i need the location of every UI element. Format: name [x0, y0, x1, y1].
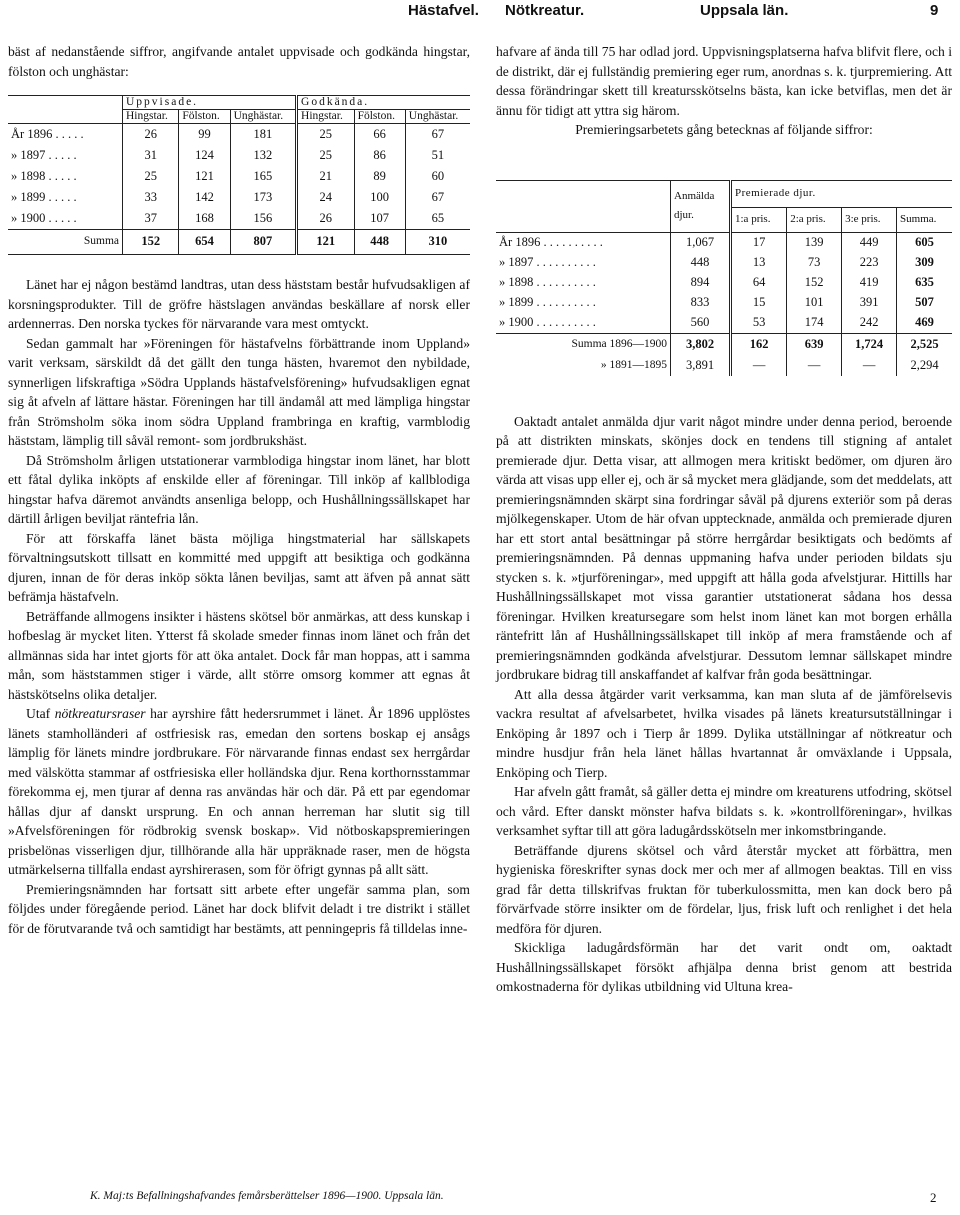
left-paragraph: För att förskaffa länet bästa möjliga hingstmaterial har sällskapets förvaltningsutskott tillsatt en kommitté med uppgift att besiktiga och godkänna djuren, innan de för deras inköp sökta lånen beviljas, samt att äfven på annat sätt befrämja hästafveln.: [8, 530, 470, 604]
table-cell: 89: [354, 166, 405, 187]
table-cell: 67: [405, 124, 470, 146]
table-cell: 21: [297, 166, 355, 187]
row-label: » 1899 . . . . .: [11, 189, 77, 204]
left-paragraph: Länet har ej någon bestämd landtras, utan dess häststam består hufvudsakligen af korsningsprodukter. Till de gröfre hästslagen användas beskällare af norsk eller ardennerras. Den norska tyckes för närvarande vara mest omtyckt.: [8, 277, 470, 331]
table-cell: 469: [897, 313, 952, 334]
table-cell: 73: [787, 253, 842, 273]
right-paragraphs: [496, 412, 952, 997]
table-cell: 1,067: [671, 232, 731, 253]
left-paragraphs: [8, 275, 470, 704]
table-cell: 26: [297, 208, 355, 230]
sum-cell: 162: [731, 333, 787, 356]
table-cell: 223: [842, 253, 897, 273]
table-cell: 64: [731, 273, 787, 293]
table-cell: 51: [405, 145, 470, 166]
table-cell: 507: [897, 293, 952, 313]
table-cell: 124: [179, 145, 230, 166]
table2-col-header: 3:e pris.: [842, 207, 897, 232]
table-cell: 605: [897, 232, 952, 253]
table-cell: 60: [405, 166, 470, 187]
table-cell: 309: [897, 253, 952, 273]
table1-col-header: Unghästar.: [230, 110, 296, 124]
table-cell: 33: [123, 187, 179, 208]
table-cell: 25: [297, 145, 355, 166]
sum-cell: —: [731, 356, 787, 376]
table-cell: 65: [405, 208, 470, 230]
table-cell: 100: [354, 187, 405, 208]
table-row: [496, 273, 952, 293]
table-row: [8, 187, 470, 208]
footer-source: K. Maj:ts Befallningshafvandes femårsberättelser 1896—1900. Uppsala län.: [90, 1190, 444, 1202]
sum-label: » 1891—1895: [600, 358, 667, 371]
sum-label: Summa: [8, 230, 123, 255]
left-paragraph: Sedan gammalt har »Föreningen för hästafvelns förbättrande inom Uppland» varit verksam, särskildt då det gällt den tunga hästen, hvaremot den nybildade, synnerligen lifskraftiga »Södra Upplands hästafvelsförening» hufvudsakligen egnat sig åt afveln af lättare hästar. Föreningen har till ändamål att med lämpliga hingstar från Strömsholm söka inom södra Uppland frambringa en kraftig, varmblodig häststam, lämplig till såväl remont- som jordbrukshäst.: [8, 335, 470, 448]
table1-col-header: Hingstar.: [123, 110, 179, 124]
table-cell: 165: [230, 166, 296, 187]
table-row: [8, 208, 470, 230]
row-label: År 1896 . . . . . . . . . .: [496, 232, 671, 253]
table-cell: 142: [179, 187, 230, 208]
table-cell: 25: [123, 166, 179, 187]
table2-corner: [496, 180, 671, 232]
right-paragraph: Har afveln gått framåt, så gäller detta ej mindre om kreaturens utfodring, skötsel och vård. Efter danskt mönster hafva bildats s. k. »kontrollföreningar», hvilkas verksamhet syftar till att göra ladugårdsskötseln mer inkomstbringande.: [496, 784, 952, 838]
table-cell: 107: [354, 208, 405, 230]
table-cell: 31: [123, 145, 179, 166]
sum-cell: 1,724: [842, 333, 897, 356]
table1-group-uppvisade: Uppvisade.: [123, 96, 297, 110]
table-cell: 17: [731, 232, 787, 253]
left-paragraph: Beträffande allmogens insikter i hästens skötsel bör anmärkas, att dess kunskap i hofbeslag är mycket liten. Ytterst få skolade smeder finnas inom länet och från det allmännas sida har intet gjorts för att öka antalet. Dock får man hoppas, att i samma mån, som häststammen stiger i värde, allt större omsorg kommer att egnas åt hästskötselns olika detaljer.: [8, 608, 470, 702]
table-sum-row: [496, 333, 952, 356]
running-title-a: Hästafvel.: [408, 2, 479, 19]
sum-cell: 152: [123, 230, 179, 255]
table-row: [496, 232, 952, 253]
table-cell: 181: [230, 124, 296, 146]
sum-cell: 654: [179, 230, 230, 255]
sum-cell: 2,525: [897, 333, 952, 356]
table-cell: 156: [230, 208, 296, 230]
table-cell: 15: [731, 293, 787, 313]
left-column: [8, 42, 470, 938]
table1-group-godkanda: Godkända.: [297, 96, 470, 110]
table-cell: 86: [354, 145, 405, 166]
table-cell: 66: [354, 124, 405, 146]
table-sum-row: [496, 356, 952, 376]
table2-col-header: 1:a pris.: [731, 207, 787, 232]
table-cell: 139: [787, 232, 842, 253]
sum-cell: —: [787, 356, 842, 376]
row-label: » 1898 . . . . .: [11, 168, 77, 183]
sum-cell: —: [842, 356, 897, 376]
table-cell: 101: [787, 293, 842, 313]
row-label: » 1898 . . . . . . . . . .: [499, 274, 596, 289]
row-label: » 1897 . . . . . . . . . .: [499, 254, 596, 269]
table-cell: 37: [123, 208, 179, 230]
row-label: » 1899 . . . . . . . . . .: [499, 294, 596, 309]
footer-signature: 2: [930, 1190, 937, 1205]
table-cell: 26: [123, 124, 179, 146]
right-paragraph: Skickliga ladugårdsförmän har det varit ondt om, oaktadt Hushållningssällskapet försökt afhjälpa denna brist genom att bestrida omkostnaderna för dylikas utbildning vid Ultuna krea-: [496, 940, 952, 994]
row-label: » 1900 . . . . . . . . . .: [499, 314, 596, 329]
table-cell: 67: [405, 187, 470, 208]
left-paragraph-premiering: Premieringsnämnden har fortsatt sitt arbete efter ungefär samma plan, som följdes under föregående period. Länet har dock blifvit deladt i tre distrikt i stället för de förutvarande två och samtidigt har bestämts, att penningepris få tilldelas inne-: [8, 881, 470, 936]
sum-cell: 3,891: [671, 356, 731, 376]
right-paragraph: Att alla dessa åtgärder varit verksamma, kan man sluta af de jämförelsevis vackra resultat af afvelsarbetet, hvilka visades på länets kreatursutställningar i Enköping år 1897 och i Tierp år 1899. Dylika utställningar af nötkreatur och mindre husdjur från hela länet hållas hvartannat år omväxlande i Uppsala, Enköping och Tierp.: [496, 686, 952, 780]
table1-col-header: Hingstar.: [297, 110, 355, 124]
table-sum-row: [8, 230, 470, 255]
table-row: [8, 145, 470, 166]
sum-cell: 807: [230, 230, 296, 255]
right-paragraph: Beträffande djurens skötsel och vård återstår mycket att förbättra, men hygieniska föreskrifter synas dock mer och mer af allmogen beaktas. Till en viss grad får detta tillskrifvas fruktan för tuberkulossmitta, men kan dock bero på förvärfvade större insikter om de fördelar, ljus, frisk luft och renlighet i det hela medföra för djuren.: [496, 842, 952, 936]
table-cell: 168: [179, 208, 230, 230]
table-cell: 53: [731, 313, 787, 334]
sum-cell: 2,294: [897, 356, 952, 376]
table-cell: 25: [297, 124, 355, 146]
sum-label: Summa 1896—1900: [496, 333, 671, 356]
right-paragraph-1: hafvare af ända till 75 har odlad jord. Uppvisningsplatserna hafva blifvit flere, och i de distrikt, där ej fullständig premiering eger rum, anordnas s. k. tjurpremiering. Att dessa förändringar skett till kreatursskötselns bästa, kan icke betviflas, men det är ännu för tidigt att yttra sig härom.: [496, 44, 952, 118]
row-label: » 1900 . . . . .: [11, 210, 77, 225]
table-cell: 419: [842, 273, 897, 293]
table2-group-premierade: Premierade djur.: [731, 180, 953, 207]
table-row: [8, 166, 470, 187]
table-cell: 391: [842, 293, 897, 313]
table1-col-header: Unghästar.: [405, 110, 470, 124]
italic-term: nötkreatursraser: [54, 706, 146, 721]
table-cell: 560: [671, 313, 731, 334]
sum-cell: 310: [405, 230, 470, 255]
page-number: 9: [930, 2, 939, 19]
left-paragraph-ayrshire: Utaf nötkreatursraser har ayrshire fått hedersrummet i länet. År 1896 upplöstes länets stamholländeri af ostfriesisk ras, emedan den sortens boskap ej ansågs lämplig för länets mindre jordbrukare. För närvarande finnas endast sex herrgårdar med välskötta stammar af ostfriesiska eller holländska djur. Rena korthornsstammar förekomma ej, men tjurar af denna ras användas här och där. På ett par egendomar hållas djur af danskt ursprung. En och annan herreman har slutit sig till »Afvelsföreningen för rödbrokig svensk boskap». Vid nötboskapspremieringen prisbelönas visserligen djur, tillhörande alla här uppräknade raser, men de högsta utmärkelserna tillfalla endast ayrshirerasen, som för öfrigt gynnas på allt sätt.: [8, 706, 470, 877]
row-label: År 1896 . . . . .: [11, 126, 84, 141]
table2-col-anmalda: Anmälda djur.: [671, 180, 731, 232]
table-row: [8, 124, 470, 146]
running-header: [0, 2, 960, 24]
sum-cell: 3,802: [671, 333, 731, 356]
table-cell: 24: [297, 187, 355, 208]
sum-cell: 121: [297, 230, 355, 255]
sum-cell: 448: [354, 230, 405, 255]
sum-cell: 639: [787, 333, 842, 356]
table-cell: 99: [179, 124, 230, 146]
left-intro: bäst af nedanstående siffror, angifvande antalet uppvisade och godkända hingstar, fölston och unghästar:: [8, 44, 470, 79]
right-paragraph: Oaktadt antalet anmälda djur varit något mindre under denna period, beroende på att distrikten minskats, skönjes dock en tendens till stigning af antalet premierade djur. Detta visar, att allmogen mera kritiskt bedömer, om djuren äro värda att visas upp eller ej, och är så mycket mera glädjande, som det meddelats, att premieringsnämnden skärpt sina fordringar såväl på djurens exteriör som på deras mjölkegenskaper. Utom de här ofvan upptecknade, anmälda och premierade djuren har ett stort antal besättningar på större herrgårdar besiktigats och bedömts af premieringsnämnden. På dennas uppmaning hafva under perioden bildats sju stycken s. k. »tjurföreningar», med uppgift att hålla goda afvelstjurar. Hittills har Hushållningssällskapet mot vissa garantier utstationerat sådana hos dessa föreningar. Hvilken kreatursegare som helst inom länet kan mot borgen erhålla räntefritt lån af Hushållningssällskapet till inköp af mera framstående och af premieringsnämnden godkända afvelstjurar. Dessutom lemnar sällskapet mindre jordbrukare bidrag till anskaffandet af kalfvar från goda besättningar.: [496, 413, 952, 682]
table1-col-header: Fölston.: [179, 110, 230, 124]
premiering-table: [496, 180, 952, 376]
row-label: » 1897 . . . . .: [11, 147, 77, 162]
table2-col-header: Summa.: [897, 207, 952, 232]
table-row: [496, 293, 952, 313]
left-paragraph: Då Strömsholm årligen utstationerar varmblodiga hingstar inom länet, har blott ett fåtal dylika inköpts af enskilde eller af föreningar. Till inköp af kallblodiga hingstar hafva däremot användts ansenliga belopp, och Hushållningssällskapet har därtill årligen beviljat räntefria lån.: [8, 452, 470, 526]
table-cell: 152: [787, 273, 842, 293]
table-cell: 242: [842, 313, 897, 334]
table1-col-header: Fölston.: [354, 110, 405, 124]
table-cell: 448: [671, 253, 731, 273]
table-cell: 121: [179, 166, 230, 187]
table-cell: 13: [731, 253, 787, 273]
running-title-b: Nötkreatur.: [505, 2, 585, 19]
right-column: [496, 42, 952, 997]
stallion-table: [8, 95, 470, 255]
table-row: [496, 253, 952, 273]
table1-corner: [8, 96, 123, 124]
table-cell: 894: [671, 273, 731, 293]
running-title-c: Uppsala län.: [700, 2, 789, 19]
table-cell: 833: [671, 293, 731, 313]
table-row: [496, 313, 952, 334]
table-cell: 132: [230, 145, 296, 166]
table-cell: 174: [787, 313, 842, 334]
table-cell: 635: [897, 273, 952, 293]
table-cell: 449: [842, 232, 897, 253]
right-paragraph-2: Premieringsarbetets gång betecknas af följande siffror:: [575, 122, 873, 137]
table-cell: 173: [230, 187, 296, 208]
table2-col-header: 2:a pris.: [787, 207, 842, 232]
